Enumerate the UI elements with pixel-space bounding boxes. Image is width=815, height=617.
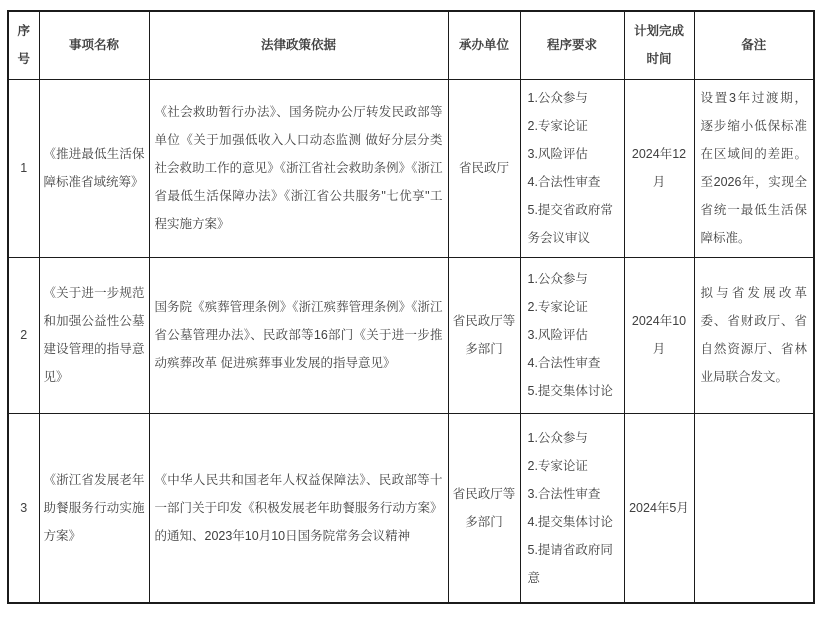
procedure-step: 4.合法性审查	[527, 356, 601, 370]
table-header-row	[8, 11, 814, 79]
procedure-step: 5.提交集体讨论	[527, 384, 613, 398]
procedure-step: 3.风险评估	[527, 147, 588, 161]
procedure-step: 2.专家论证	[527, 300, 588, 314]
cell-legal-basis: 国务院《殡葬管理条例》《浙江殡葬管理条例》《浙江省公墓管理办法》、民政部等16部门《关于进一步推动殡葬改革 促进殡葬事业发展的指导意见》	[149, 257, 448, 413]
procedure-step: 4.合法性审查	[527, 175, 601, 189]
approval-plan-table	[7, 10, 815, 604]
cell-procedure-requirements	[520, 257, 624, 413]
cell-serial-number: 1	[8, 79, 39, 257]
header-procedure-requirements: 程序要求	[520, 11, 624, 79]
procedure-step: 5.提交省政府常务会议审议	[527, 203, 613, 245]
procedure-step: 1.公众参与	[527, 430, 588, 445]
cell-remarks	[694, 413, 814, 603]
cell-serial-number: 2	[8, 257, 39, 413]
header-remarks: 备注	[694, 11, 814, 79]
procedure-step: 3.风险评估	[527, 328, 588, 342]
header-item-name: 事项名称	[39, 11, 149, 79]
header-undertaking-unit: 承办单位	[448, 11, 520, 79]
procedure-step: 2.专家论证	[527, 458, 588, 473]
table-row	[8, 79, 814, 257]
cell-procedure-requirements	[520, 79, 624, 257]
procedure-step: 1.公众参与	[527, 272, 588, 286]
cell-legal-basis: 《社会救助暂行办法》、国务院办公厅转发民政部等单位《关于加强低收入人口动态监测 做好分层分类社会救助工作的意见》《浙江省社会救助条例》《浙江省最低生活保障办法》《浙江省公共服务"七优享"工程实施方案》	[149, 79, 448, 257]
cell-undertaking-unit: 省民政厅	[448, 79, 520, 257]
cell-planned-completion-time: 2024年12月	[624, 79, 694, 257]
cell-item-name: 《浙江省发展老年助餐服务行动实施方案》	[39, 413, 149, 603]
cell-undertaking-unit: 省民政厅等多部门	[448, 257, 520, 413]
procedure-step: 5.提请省政府同意	[527, 542, 613, 585]
procedure-step: 3.合法性审查	[527, 486, 601, 501]
cell-procedure-requirements	[520, 413, 624, 603]
cell-legal-basis: 《中华人民共和国老年人权益保障法》、民政部等十一部门关于印发《积极发展老年助餐服务行动方案》的通知、2023年10月10日国务院常务会议精神	[149, 413, 448, 603]
header-legal-basis: 法律政策依据	[149, 11, 448, 79]
cell-planned-completion-time: 2024年5月	[624, 413, 694, 603]
cell-undertaking-unit: 省民政厅等多部门	[448, 413, 520, 603]
procedure-step: 4.提交集体讨论	[527, 514, 613, 529]
cell-serial-number: 3	[8, 413, 39, 603]
cell-item-name: 《推进最低生活保障标准省域统筹》	[39, 79, 149, 257]
header-serial-number: 序号	[8, 11, 39, 79]
table-row	[8, 257, 814, 413]
header-planned-completion-time: 计划完成时间	[624, 11, 694, 79]
cell-planned-completion-time: 2024年10月	[624, 257, 694, 413]
cell-remarks: 拟与省发展改革委、省财政厅、省自然资源厅、省林业局联合发文。	[694, 257, 814, 413]
procedure-step: 2.专家论证	[527, 119, 588, 133]
procedure-step: 1.公众参与	[527, 91, 588, 105]
table-row	[8, 413, 814, 603]
cell-remarks: 设置3年过渡期，逐步缩小低保标准在区域间的差距。至2026年，实现全省统一最低生活保障标准。	[694, 79, 814, 257]
cell-item-name: 《关于进一步规范和加强公益性公墓建设管理的指导意见》	[39, 257, 149, 413]
